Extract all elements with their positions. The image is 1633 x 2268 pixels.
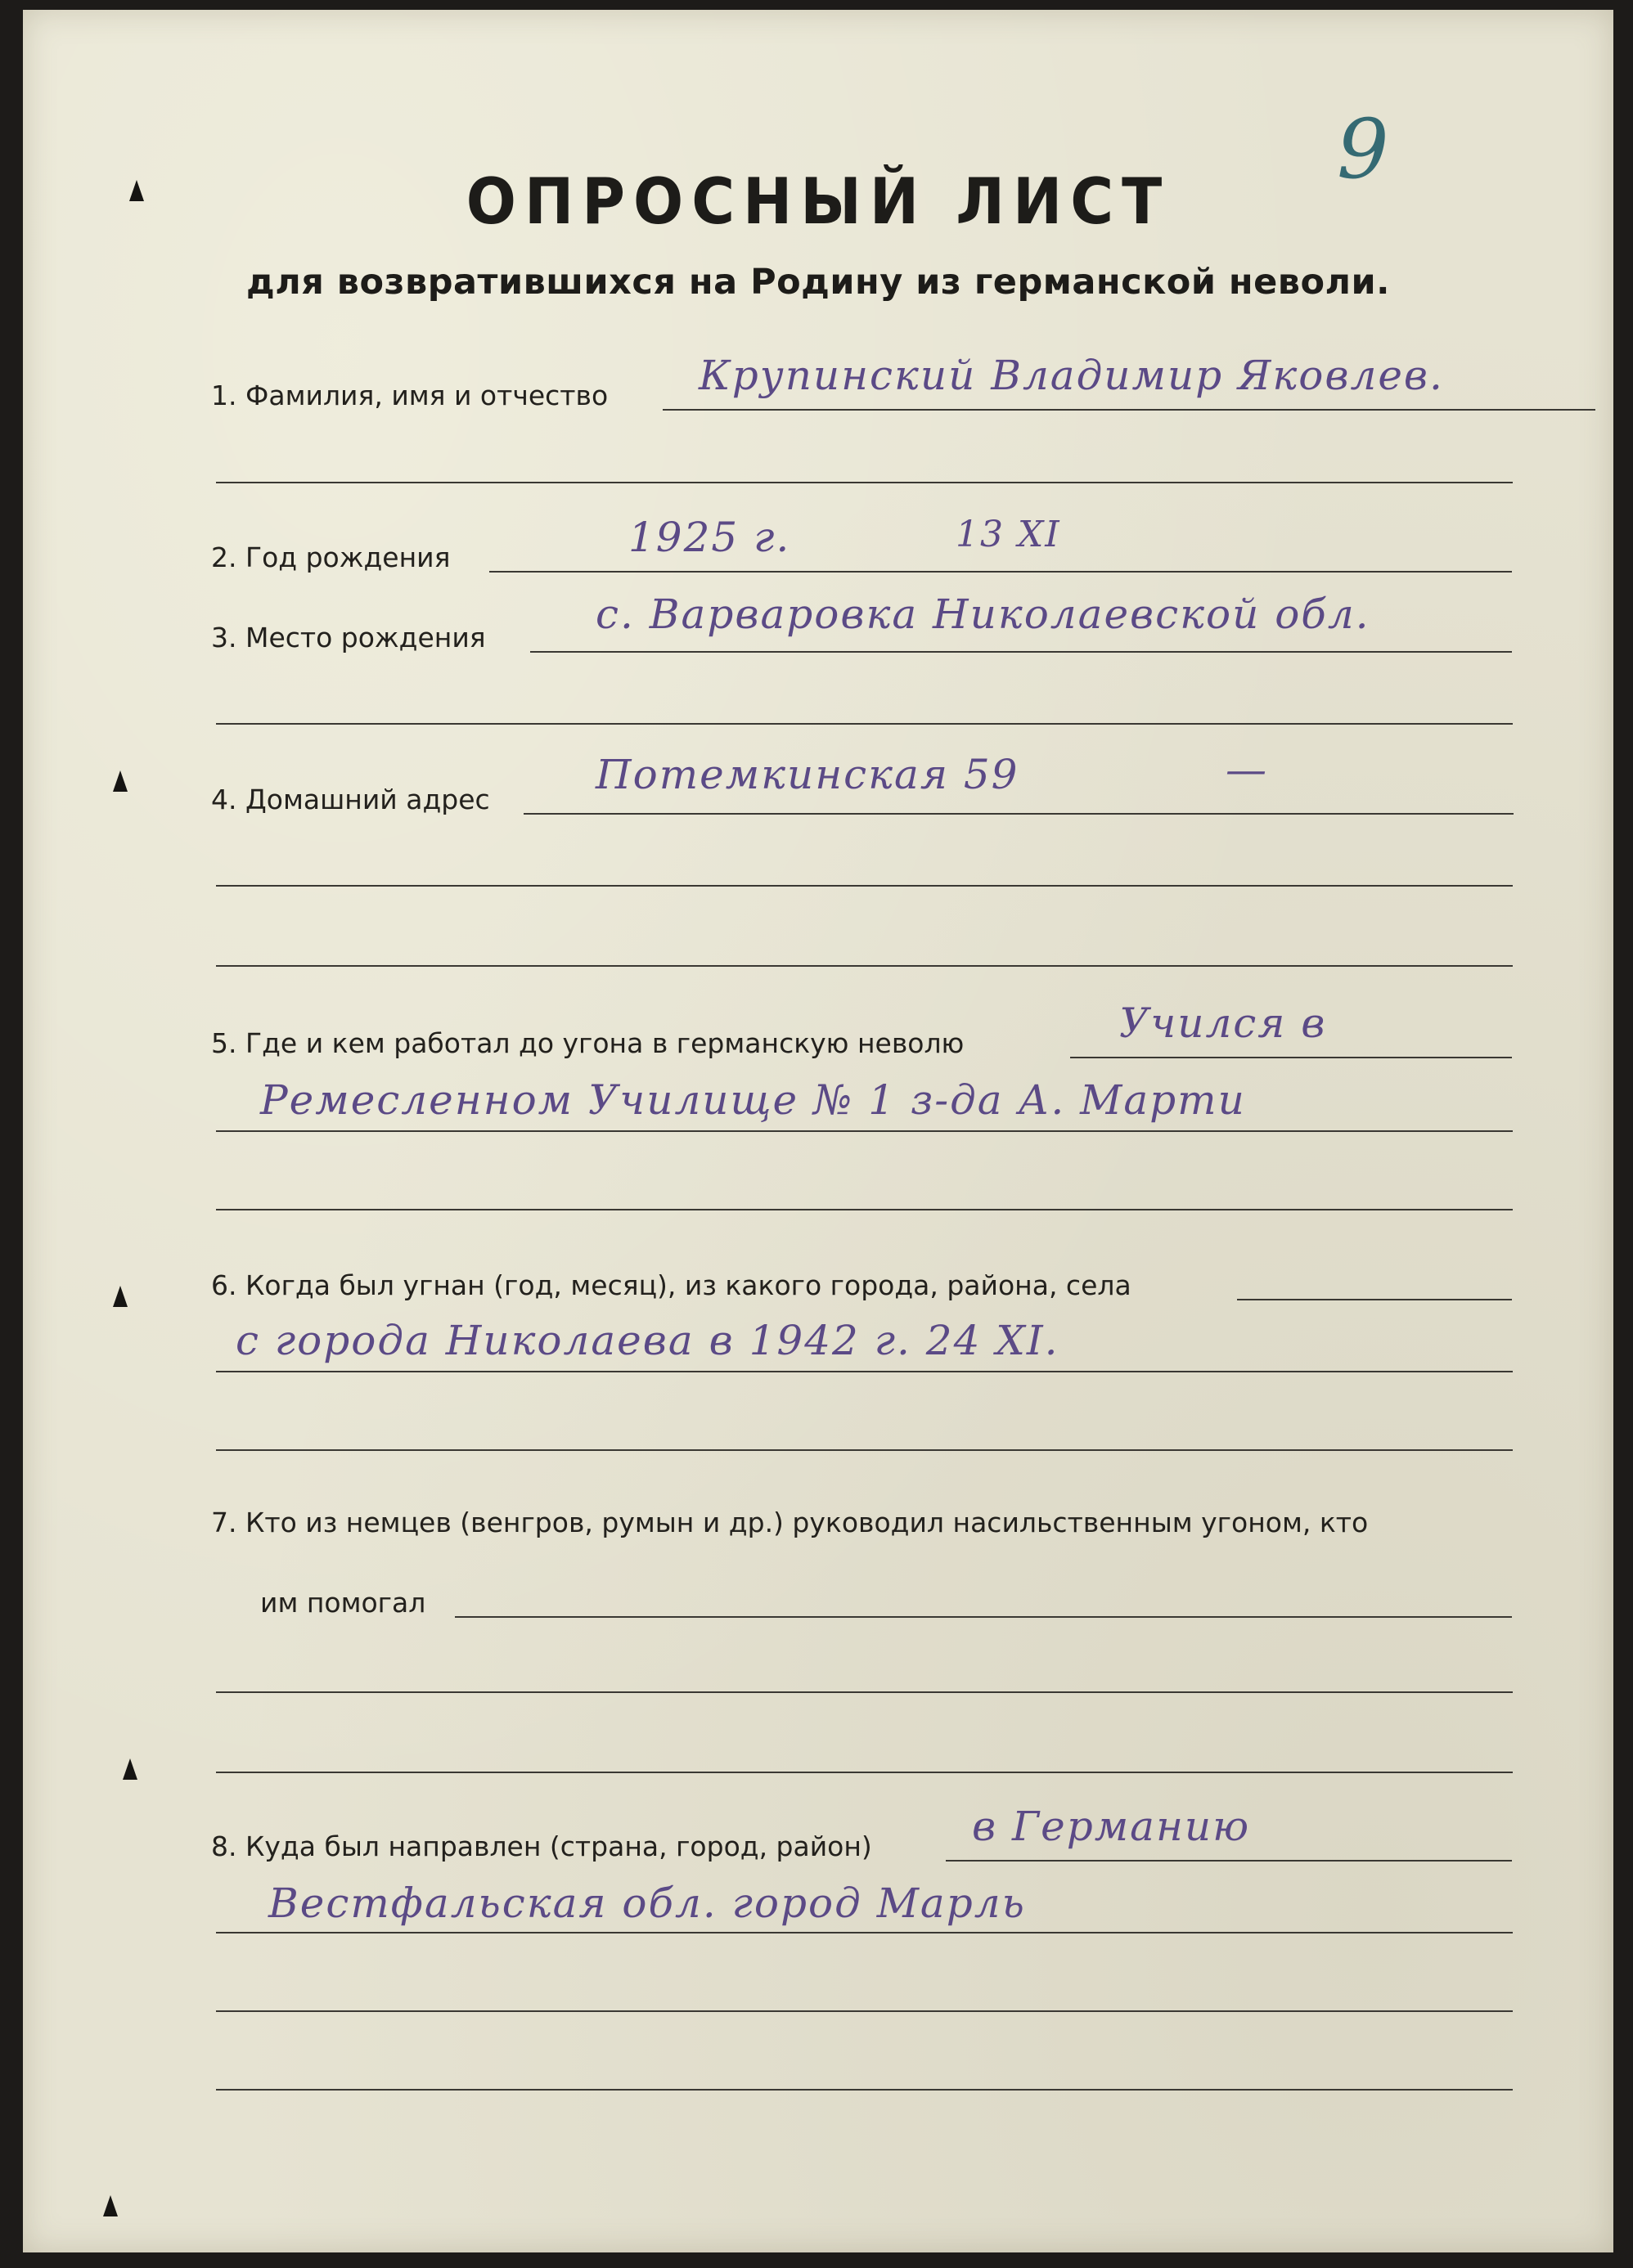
punch-hole xyxy=(103,2195,118,2216)
field-2-line xyxy=(489,571,1512,573)
field-1-value: Крупинский Владимир Яковлев. xyxy=(699,352,1444,399)
field-5-label: 5. Где и кем работал до угона в германскую неволю xyxy=(211,1027,965,1059)
field-5-extra-line xyxy=(216,1209,1513,1210)
folio-number: 9 xyxy=(1337,101,1389,197)
field-8-label: 8. Куда был направлен (страна, город, район) xyxy=(211,1830,872,1862)
field-8-value: в Германию xyxy=(972,1803,1251,1850)
field-2-label: 2. Год рождения xyxy=(211,541,451,573)
field-3-line xyxy=(530,651,1512,653)
field-8-line xyxy=(946,1860,1512,1862)
field-5-value-line2: Ремесленном Училище № 1 з-да А. Марти xyxy=(260,1076,1246,1124)
field-7-label-line2: им помогал xyxy=(260,1587,426,1619)
field-5-line xyxy=(1070,1057,1512,1058)
field-5-value: Учился в xyxy=(1119,999,1327,1047)
questionnaire-sheet xyxy=(23,10,1613,2252)
field-8-line-2 xyxy=(216,1932,1513,1933)
field-6-label: 6. Когда был угнан (год, месяц), из какого города, района, села xyxy=(211,1269,1131,1301)
field-7-extra-line-2 xyxy=(216,1772,1513,1773)
field-8-extra-line-2 xyxy=(216,2089,1513,2091)
field-4-dash: — xyxy=(1226,746,1268,793)
field-7-line xyxy=(455,1616,1512,1618)
field-4-extra-line-1 xyxy=(216,885,1513,887)
field-3-value: с. Варваровка Николаевской обл. xyxy=(596,591,1370,638)
field-1-line xyxy=(663,409,1595,411)
field-3-label: 3. Место рождения xyxy=(211,622,486,653)
field-4-extra-line-2 xyxy=(216,965,1513,967)
field-8-extra-line-1 xyxy=(216,2010,1513,2012)
field-5-line-2 xyxy=(216,1130,1513,1132)
field-6-extra-line xyxy=(216,1449,1513,1451)
field-2-date: 13 XI xyxy=(956,514,1061,555)
field-1-label: 1. Фамилия, имя и отчество xyxy=(211,379,609,411)
punch-hole xyxy=(113,1286,128,1307)
field-1-extra-line xyxy=(216,482,1513,483)
field-6-line-2 xyxy=(216,1371,1513,1372)
field-6-line xyxy=(1237,1299,1512,1300)
form-title: ОПРОСНЫЙ ЛИСТ xyxy=(466,164,1171,239)
punch-hole xyxy=(113,770,128,792)
form-subtitle: для возвратившихся на Родину из германской неволи. xyxy=(246,262,1390,303)
field-4-line xyxy=(524,813,1514,815)
field-4-value: Потемкинская 59 xyxy=(596,751,1019,798)
field-7-extra-line-1 xyxy=(216,1691,1513,1693)
field-2-value: 1925 г. xyxy=(628,514,791,561)
field-8-value-line2: Вестфальская обл. город Марль xyxy=(268,1880,1026,1927)
field-3-extra-line xyxy=(216,723,1513,725)
field-6-value: с города Николаева в 1942 г. 24 XI. xyxy=(236,1317,1059,1364)
field-7-label-line1: 7. Кто из немцев (венгров, румын и др.) руководил насильственным угоном, кто xyxy=(211,1507,1369,1538)
field-4-label: 4. Домашний адрес xyxy=(211,784,490,815)
punch-hole xyxy=(123,1758,137,1780)
